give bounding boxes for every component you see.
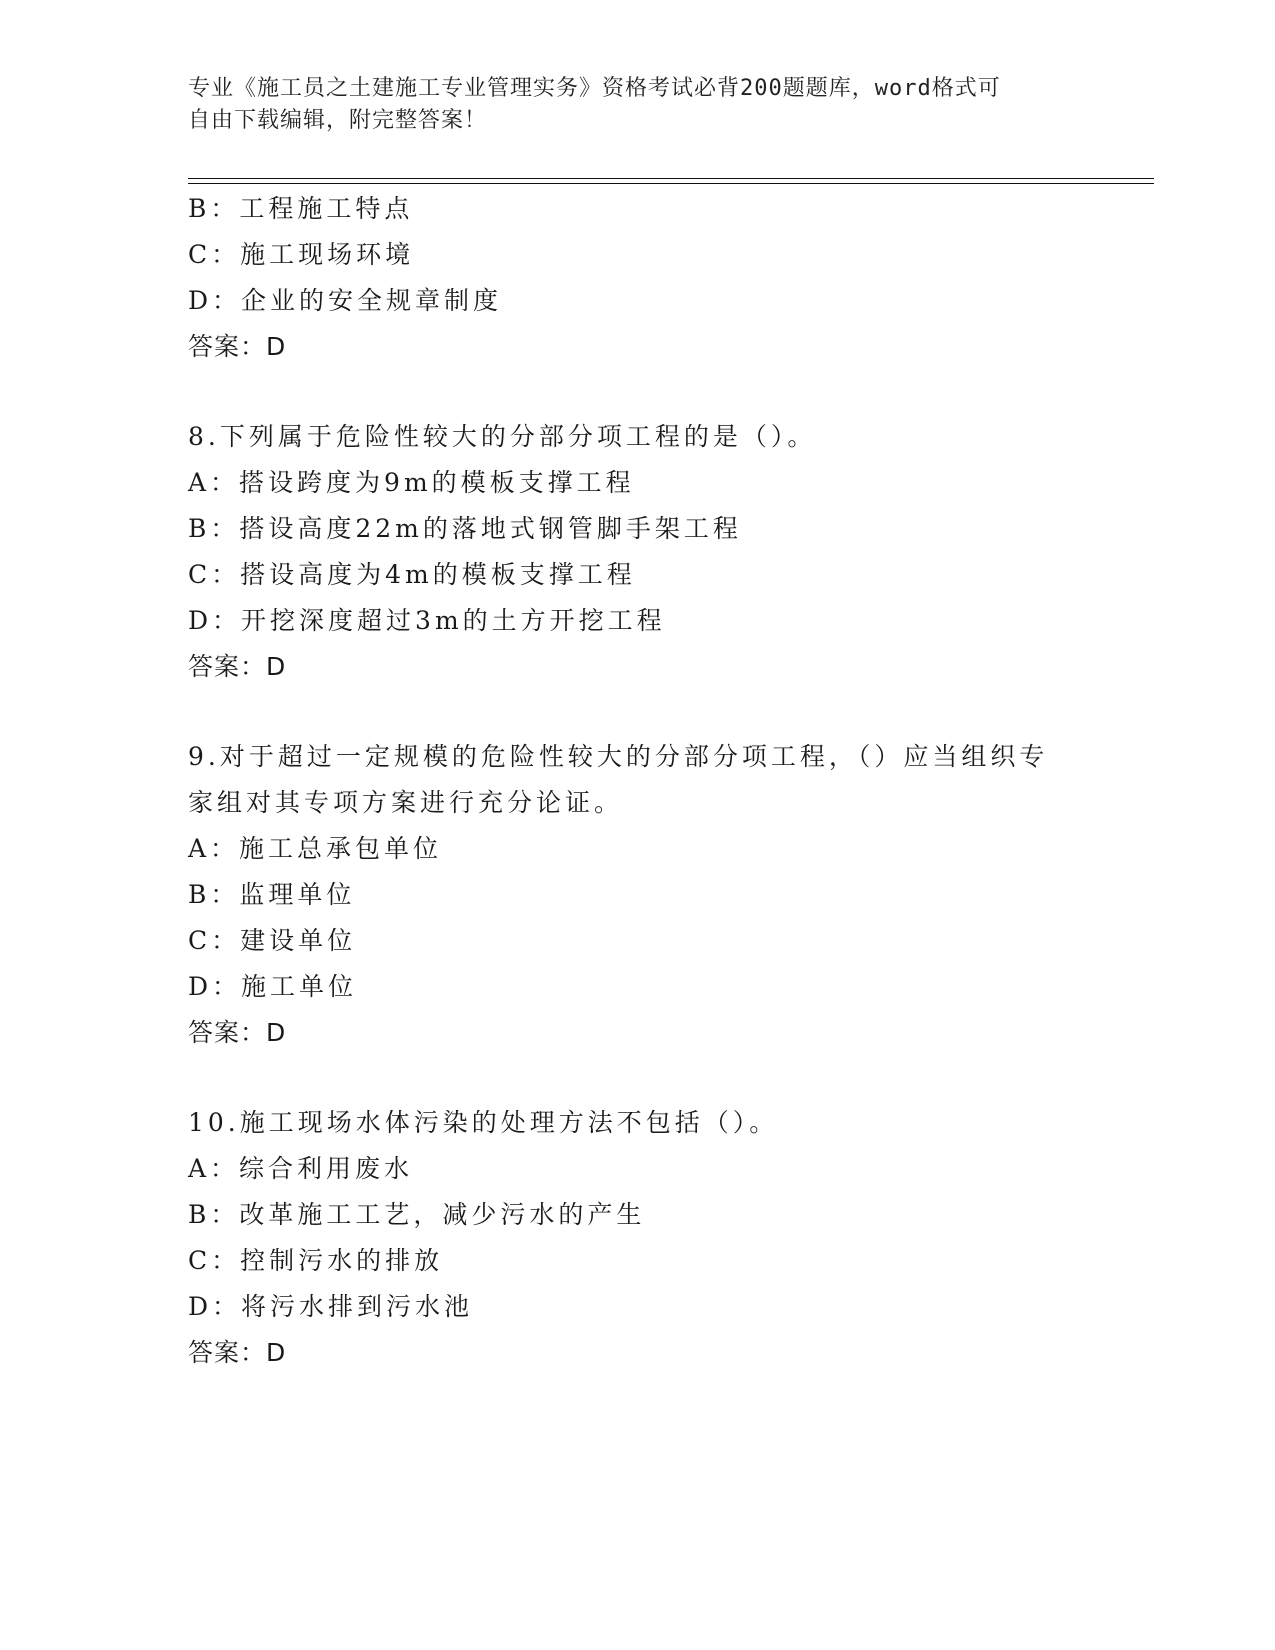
option-b: B：工程施工特点: [188, 194, 414, 223]
option-c: C：施工现场环境: [188, 240, 415, 269]
option-a: A：搭设跨度为9m的模板支撑工程: [188, 468, 635, 497]
option-d: D：施工单位: [188, 972, 358, 1001]
option-d: D：企业的安全规章制度: [188, 286, 503, 315]
option-b: B：搭设高度22m的落地式钢管脚手架工程: [188, 514, 742, 543]
option-c: C：控制污水的排放: [188, 1246, 444, 1275]
answer-text: 答案：D: [188, 1018, 287, 1047]
option-c: C：搭设高度为4m的模板支撑工程: [188, 560, 636, 589]
answer-text: 答案：D: [188, 652, 287, 681]
question-stem: 8.下列属于危险性较大的分部分项工程的是（）。: [188, 422, 817, 451]
spacer: [188, 690, 1148, 734]
answer-text: 答案：D: [188, 332, 287, 361]
question-stem-line-2: 家组对其专项方案进行充分论证。: [188, 788, 624, 817]
answer-text: 答案：D: [188, 1338, 287, 1367]
option-b: B：监理单位: [188, 880, 356, 909]
option-a: A：施工总承包单位: [188, 834, 443, 863]
document-header: [188, 73, 1078, 137]
header-divider-bottom: [188, 183, 1154, 184]
question-stem: 10.施工现场水体污染的处理方法不包括（）。: [188, 1108, 779, 1137]
header-title-line-2: 自由下载编辑，附完整答案！: [188, 108, 488, 133]
header-divider-top: [188, 178, 1154, 179]
option-d: D：开挖深度超过3m的土方开挖工程: [188, 606, 666, 635]
question-8: [188, 414, 1148, 690]
option-b: B：改革施工工艺，减少污水的产生: [188, 1200, 646, 1229]
question-7-continued: [188, 186, 1148, 370]
header-title-line-1: 专业《施工员之土建施工专业管理实务》资格考试必背200题题库，word格式可: [188, 76, 1001, 101]
question-stem-line-1: 9.对于超过一定规模的危险性较大的分部分项工程，（）应当组织专: [188, 742, 1049, 771]
spacer: [188, 370, 1148, 414]
question-9: [188, 734, 1148, 1056]
option-d: D：将污水排到污水池: [188, 1292, 474, 1321]
option-c: C：建设单位: [188, 926, 357, 955]
question-10: [188, 1100, 1148, 1376]
question-list: [188, 186, 1148, 1376]
spacer: [188, 1056, 1148, 1100]
option-a: A：综合利用废水: [188, 1154, 414, 1183]
